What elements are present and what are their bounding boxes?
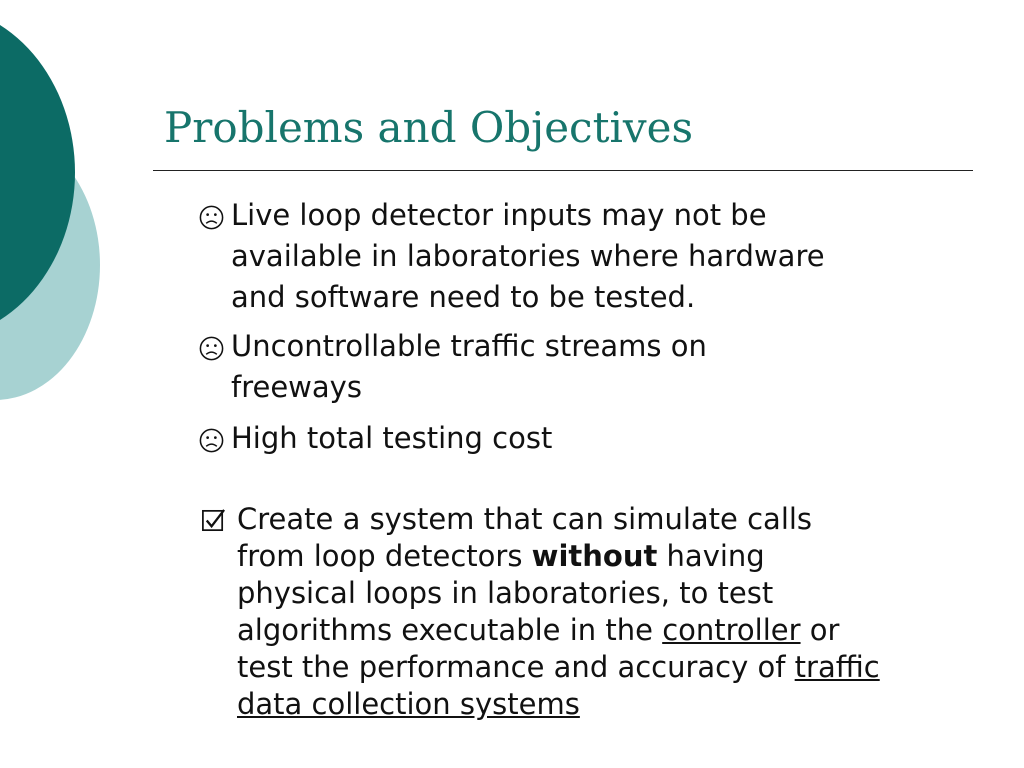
problem-text-line: available in laboratories where hardware: [231, 239, 825, 273]
objective-text-segment: test the performance and accuracy of: [237, 650, 795, 684]
problem-text-line: Live loop detector inputs may not be: [231, 198, 767, 232]
checked-box-icon: [200, 507, 227, 534]
objective-text-line: physical loops in laboratories, to test: [237, 576, 774, 610]
sad-face-icon: [198, 335, 225, 362]
sad-face-icon: [198, 204, 225, 231]
slide-title: Problems and Objectives: [164, 103, 694, 152]
problem-item: [198, 326, 948, 408]
objective-text-segment: or: [800, 613, 840, 647]
traffic-data-link[interactable]: traffic: [794, 650, 880, 684]
emphasis-without: without: [531, 539, 658, 573]
title-divider: [153, 170, 973, 171]
objective-item: [200, 501, 1000, 723]
traffic-data-link[interactable]: data collection systems: [237, 687, 580, 721]
objective-text-line: Create a system that can simulate calls: [237, 502, 813, 536]
objective-text-segment: algorithms executable in the: [237, 613, 663, 647]
problem-text-line: High total testing cost: [231, 421, 553, 455]
problem-text-line: and software need to be tested.: [231, 280, 696, 314]
sad-face-icon: [198, 427, 225, 454]
objective-text-segment: from loop detectors: [237, 539, 532, 573]
problem-text-line: Uncontrollable traffic streams on: [231, 329, 707, 363]
problem-item: [198, 418, 948, 459]
controller-link[interactable]: controller: [662, 613, 801, 647]
problem-item: [198, 195, 948, 318]
problem-text-line: freeways: [231, 370, 362, 404]
objective-text-segment: having: [657, 539, 765, 573]
